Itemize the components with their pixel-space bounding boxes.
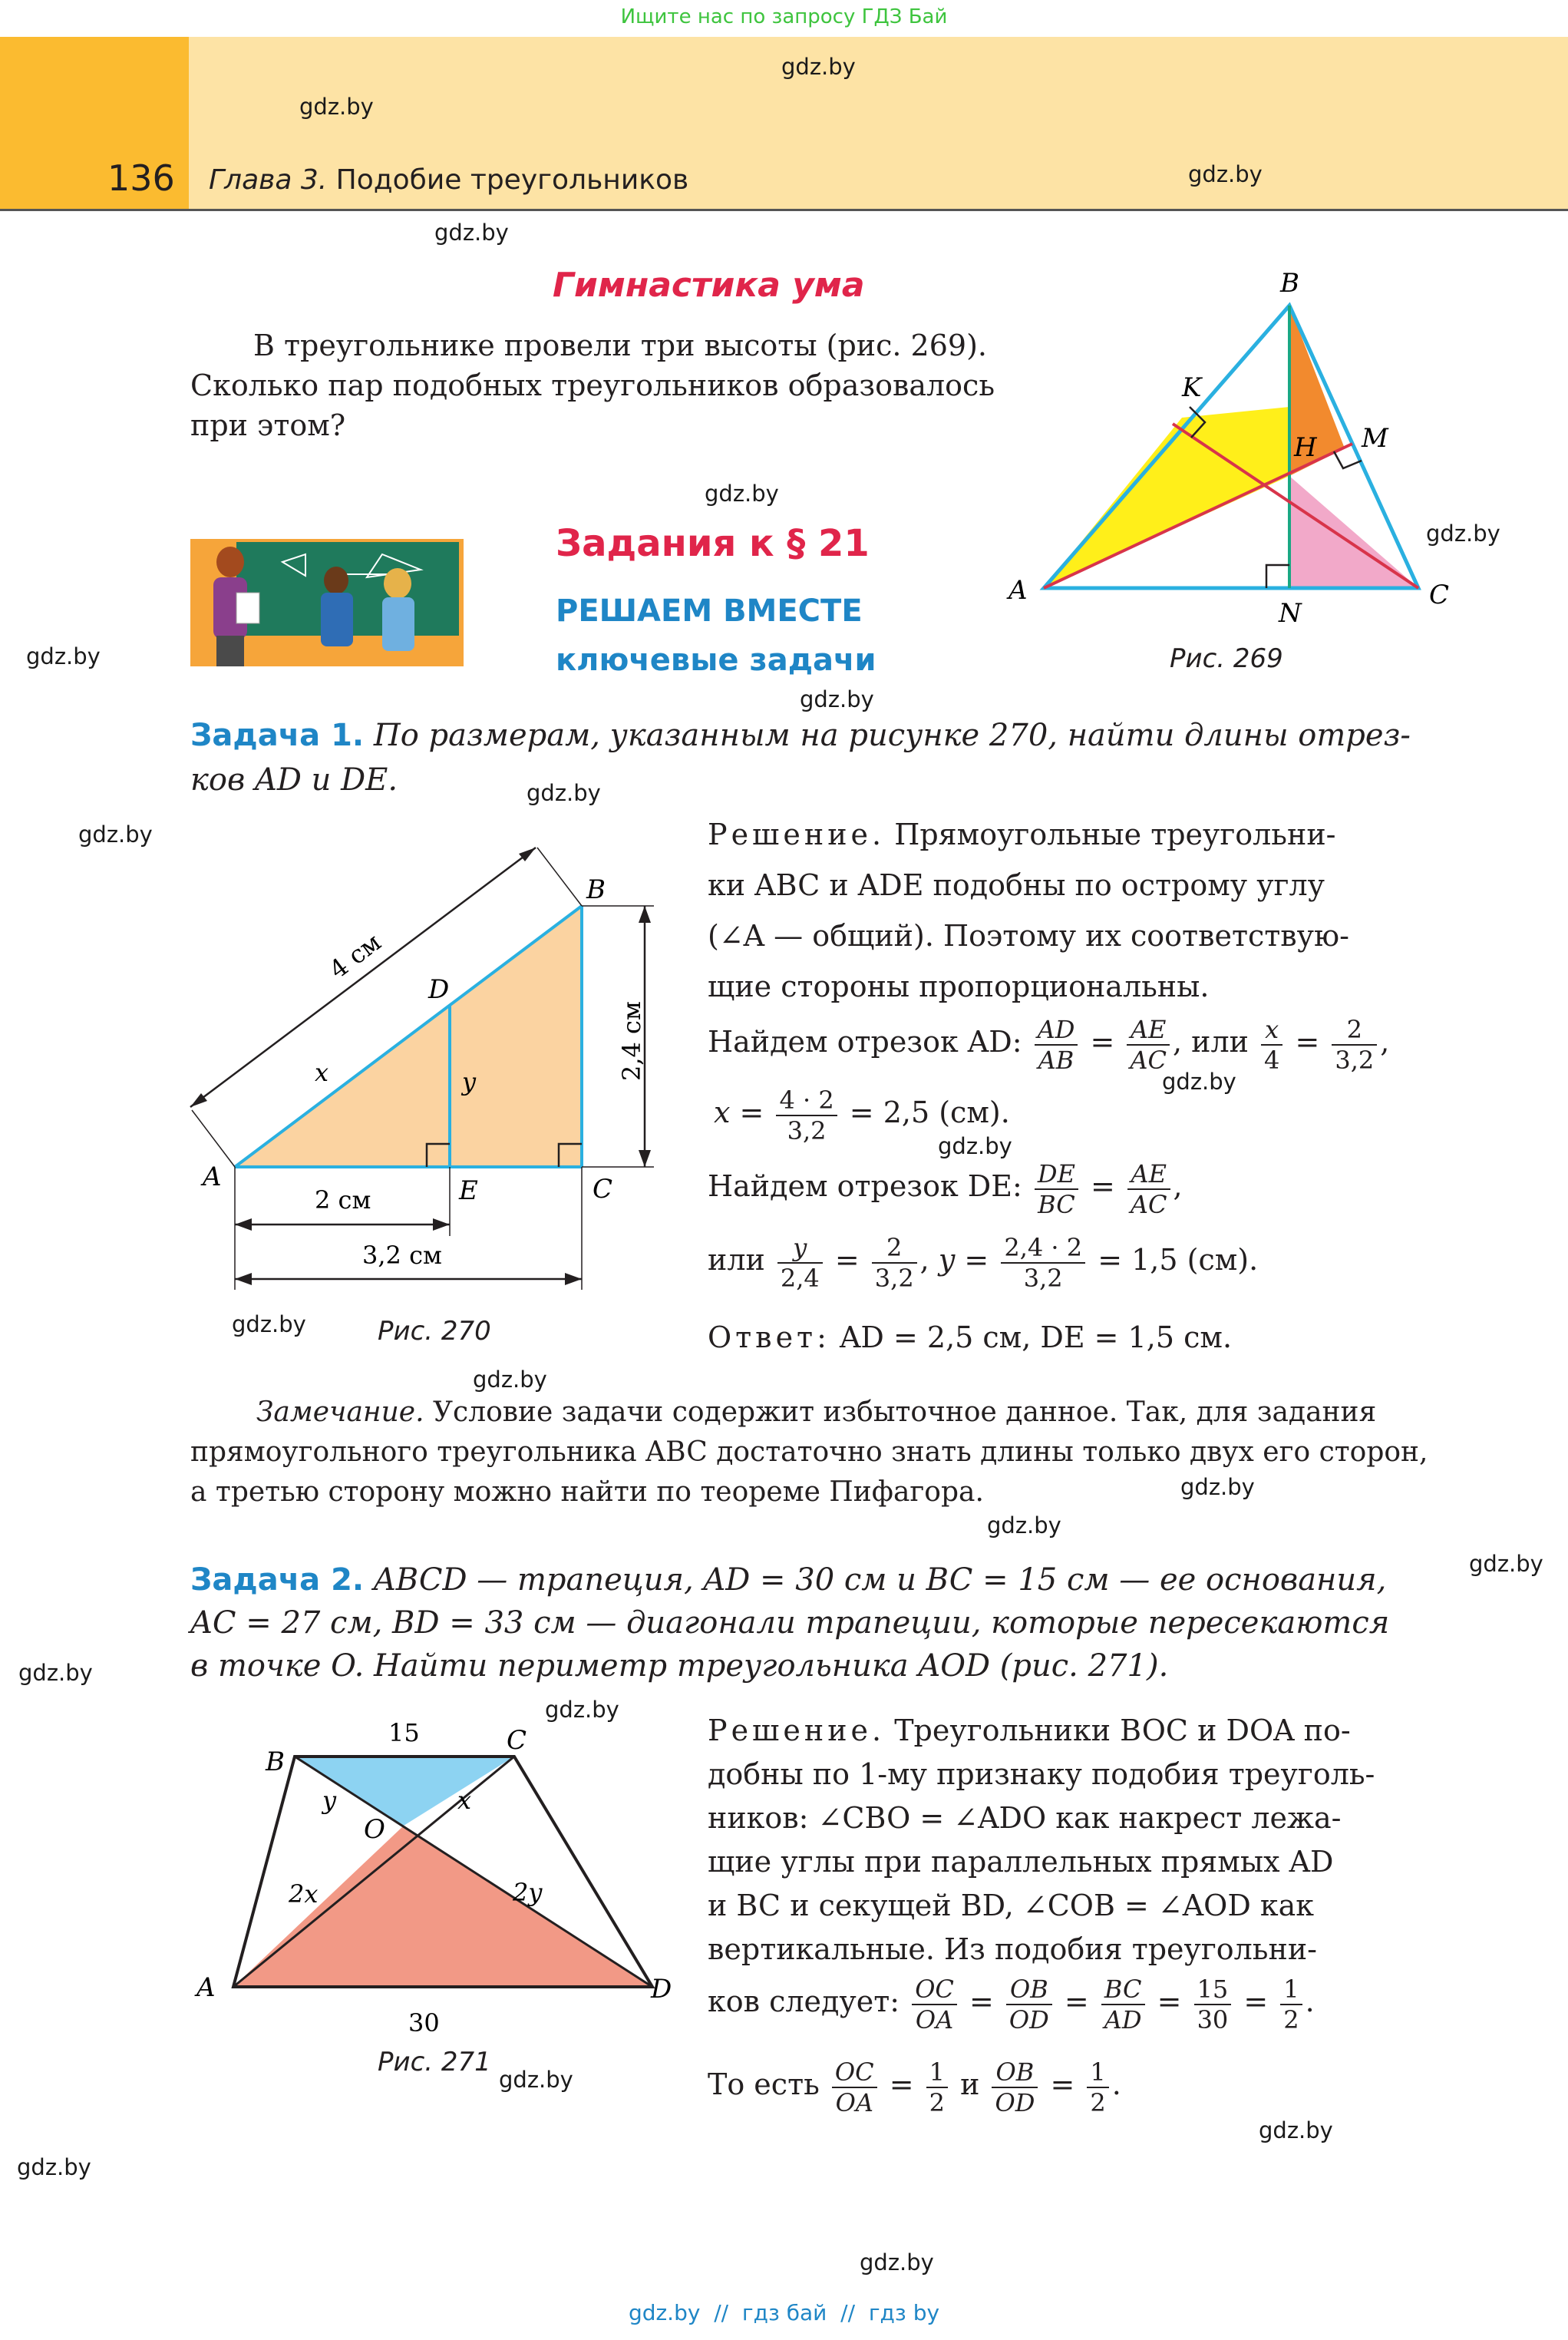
- task1-x-result: x = $\frac{4 \cdot 2}{3,2}$ = 2,5 (см).: [714, 1085, 1010, 1145]
- task1-find-de: Найдем отрезок DE: $\frac{DE}{BC}$ = $\frac{AE}{AC}$ ,: [708, 1158, 1183, 1219]
- figure-270: [184, 837, 691, 1313]
- task1-find-ad: Найдем отрезок AD: $\frac{AD}{AB}$ = $\frac{AE}{AC}$ , или $\frac{x}{4}$ = $\frac{2}{3,2}$ ,: [708, 1014, 1390, 1075]
- figure-269: [998, 253, 1474, 622]
- gymnastics-title: Гимнастика ума: [553, 266, 865, 305]
- watermark: gdz.by: [78, 821, 153, 848]
- watermark: gdz.by: [26, 643, 101, 669]
- figure-269-caption: Рис. 269: [1170, 643, 1283, 674]
- task2-statement: Задача 2. ABCD — трапеция, AD = 30 см и BC = 15 см — ее основания,: [190, 1562, 1387, 1598]
- label-15: 15: [388, 1718, 420, 1747]
- figure-271-caption: Рис. 271: [378, 2047, 491, 2077]
- label-y: y: [322, 1786, 337, 1815]
- watermark: gdz.by: [860, 2249, 934, 2276]
- task1-solution-line: (∠A — общий). Поэтому их соответствую-: [708, 919, 1349, 953]
- watermark: gdz.by: [434, 220, 509, 246]
- watermark: gdz.by: [987, 1512, 1061, 1539]
- label-o: O: [364, 1814, 385, 1845]
- header-rule: [0, 209, 1568, 211]
- fraction: $\frac{OB}{OD}$: [1006, 1975, 1052, 2034]
- task2-solution-line: щие углы при параллельных прямых AD: [708, 1845, 1334, 1879]
- label-x: x: [457, 1786, 472, 1815]
- label-2y: 2y: [513, 1878, 543, 1907]
- note-line: прямоугольного треугольника ABC достаточно знать длины только двух его сторон,: [190, 1436, 1428, 1468]
- label-c: C: [1429, 580, 1450, 610]
- label-h: H: [1294, 432, 1317, 463]
- label-b: B: [266, 1747, 285, 1777]
- label-4cm: 4 см: [323, 927, 387, 985]
- watermark: gdz.by: [800, 686, 874, 712]
- fraction: $\frac{DE}{BC}$: [1035, 1159, 1078, 1219]
- label-d: D: [651, 1974, 672, 2005]
- label-30: 30: [408, 2008, 440, 2038]
- section-subtitle: ключевые задачи: [556, 643, 876, 678]
- pink-triangle: [1289, 476, 1418, 588]
- watermark: gdz.by: [1259, 2117, 1333, 2143]
- fraction: $\frac{AE}{AC}$: [1127, 1015, 1170, 1075]
- fraction: $\frac{1}{2}$: [1280, 1975, 1302, 2034]
- task2-solution-line: вертикальные. Из подобия треугольни-: [708, 1932, 1317, 1966]
- chapter-name: Подобие треугольников: [335, 164, 689, 196]
- task1-solution-line: щие стороны пропорциональны.: [708, 970, 1210, 1003]
- watermark: gdz.by: [1180, 1474, 1255, 1500]
- task1-label: Задача 1.: [190, 718, 365, 753]
- label-3-2cm: 3,2 см: [362, 1241, 442, 1270]
- label-k: K: [1182, 372, 1202, 403]
- fraction: $\frac{2}{3,2}$: [1332, 1015, 1377, 1075]
- watermark: gdz.by: [499, 2067, 573, 2093]
- figure-271: [184, 1709, 706, 2039]
- task1-sol-text: Прямоугольные треугольни-: [894, 818, 1336, 851]
- task2-line: в точке O. Найти периметр треугольника AOD (рис. 271).: [190, 1648, 1169, 1684]
- fraction: $\frac{AD}{AB}$: [1035, 1015, 1078, 1075]
- fraction: $\frac{OC}{OA}$: [832, 2057, 877, 2117]
- label-n: N: [1279, 598, 1302, 622]
- task1-line: ков AD и DE.: [190, 762, 398, 798]
- gymnastics-line: В треугольнике провели три высоты (рис. 269).: [253, 329, 987, 362]
- fraction: $\frac{4 \cdot 2}{3,2}$: [776, 1086, 837, 1145]
- watermark: gdz.by: [1469, 1551, 1543, 1577]
- task2-solution-line: и BC и секущей BD, ∠COB = ∠AOD как: [708, 1889, 1315, 1922]
- watermark: gdz.by: [18, 1660, 93, 1686]
- or-text: , или: [1172, 1025, 1249, 1059]
- fraction: $\frac{1}{2}$: [926, 2057, 948, 2117]
- task2-line: AC = 27 см, BD = 33 см — диагонали трапеции, которые пересекаются: [190, 1605, 1390, 1641]
- watermark: gdz.by: [17, 2154, 91, 2180]
- yellow-triangle: [1044, 407, 1289, 588]
- chapter-label: Глава 3.: [209, 164, 328, 196]
- watermark: gdz.by: [232, 1311, 306, 1337]
- label-c: C: [507, 1725, 527, 1756]
- watermark: gdz.by: [938, 1133, 1012, 1159]
- label-a: A: [196, 1972, 216, 2003]
- fraction: $\frac{15}{30}$: [1194, 1975, 1232, 2034]
- top-banner: Ищите нас по запросу ГДЗ Бай: [620, 5, 948, 28]
- fraction: $\frac{1}{2}$: [1087, 2057, 1108, 2117]
- label-c: C: [593, 1174, 613, 1205]
- right-angle-n: [1266, 565, 1289, 588]
- fraction: $\frac{x}{4}$: [1261, 1015, 1282, 1075]
- note-line: а третью сторону можно найти по теореме Пифагора.: [190, 1476, 984, 1508]
- fraction: $\frac{2,4 \cdot 2}{3,2}$: [1001, 1233, 1085, 1293]
- fraction: $\frac{OB}{OD}$: [992, 2057, 1038, 2117]
- watermark: gdz.by: [545, 1697, 619, 1723]
- fraction: $\frac{AE}{AC}$: [1127, 1159, 1170, 1219]
- label-a: A: [203, 1162, 222, 1192]
- watermark: gdz.by: [527, 780, 601, 806]
- label-2-4cm: 2,4 см: [617, 1001, 646, 1081]
- find-ad-text: Найдем отрезок AD:: [708, 1025, 1022, 1059]
- label-b: B: [586, 874, 606, 905]
- section-title: Задания к § 21: [556, 522, 870, 565]
- chapter-title: [209, 164, 688, 196]
- task2-solution-line: ников: ∠CBO = ∠ADO как накрест лежа-: [708, 1801, 1342, 1835]
- task2-solution-line: Решение. Треугольники BOC и DOA по-: [708, 1714, 1351, 1747]
- task1-line: По размерам, указанным на рисунке 270, найти длины отрез-: [373, 718, 1411, 753]
- label-2x: 2x: [289, 1879, 319, 1909]
- watermark: gdz.by: [473, 1367, 547, 1393]
- watermark: gdz.by: [1188, 161, 1263, 187]
- watermark: gdz.by: [1426, 521, 1500, 547]
- solution-word: Решение.: [708, 818, 886, 851]
- page-number: 136: [107, 157, 175, 199]
- task2-ratio-line: ков следует: $\frac{OC}{OA}$ = $\frac{OB}{OD}$ = $\frac{BC}{AD}$ = $\frac{15}{30}$ = $\frac{1}{2}$ .: [708, 1974, 1315, 2034]
- label-d: D: [428, 974, 450, 1005]
- classroom-illustration: [190, 539, 464, 666]
- section-subtitle: РЕШАЕМ ВМЕСТЕ: [556, 593, 863, 629]
- task1-statement: [190, 716, 1411, 755]
- task2-label: Задача 2.: [190, 1562, 365, 1598]
- watermark: gdz.by: [781, 54, 856, 80]
- watermark: gdz.by: [299, 94, 374, 120]
- task2-solution-line: добны по 1-му признаку подобия треуголь-: [708, 1757, 1375, 1791]
- gymnastics-line: при этом?: [190, 408, 346, 442]
- task1-solution-line: ки ABC и ADE подобны по острому углу: [708, 868, 1325, 902]
- gymnastics-line: Сколько пар подобных треугольников образовалось: [190, 369, 995, 402]
- label-2cm: 2 см: [315, 1185, 371, 1215]
- note-line: Замечание. Условие задачи содержит избыточное данное. Так, для задания: [256, 1396, 1377, 1428]
- label-m: M: [1362, 423, 1388, 454]
- task2-then-line: То есть $\frac{OC}{OA}$ = $\frac{1}{2}$ и $\frac{OB}{OD}$ = $\frac{1}{2}$ .: [708, 2057, 1121, 2117]
- watermark: gdz.by: [705, 481, 779, 507]
- label-e: E: [459, 1175, 478, 1206]
- label-x: x: [315, 1058, 329, 1087]
- footer-links[interactable]: gdz.by // гдз бай // гдз by: [628, 2300, 940, 2325]
- task1-y-result: или $\frac{y}{2,4}$ = $\frac{2}{3,2}$ , y = $\frac{2,4 \cdot 2}{3,2}$ = 1,5 (см).: [708, 1232, 1259, 1293]
- label-b: B: [1280, 268, 1299, 299]
- fraction: $\frac{2}{3,2}$: [872, 1233, 917, 1293]
- figure-270-caption: Рис. 270: [378, 1316, 491, 1347]
- fraction: $\frac{BC}{AD}$: [1101, 1975, 1145, 2034]
- label-y: y: [462, 1067, 477, 1096]
- fraction: $\frac{y}{2,4}$: [777, 1233, 823, 1293]
- task1-solution-line: [708, 809, 1336, 860]
- watermark: gdz.by: [1162, 1069, 1236, 1095]
- fraction: $\frac{OC}{OA}$: [912, 1975, 957, 2034]
- task1-answer: Ответ: AD = 2,5 см, DE = 1,5 см.: [708, 1320, 1233, 1354]
- label-a: A: [1008, 575, 1028, 606]
